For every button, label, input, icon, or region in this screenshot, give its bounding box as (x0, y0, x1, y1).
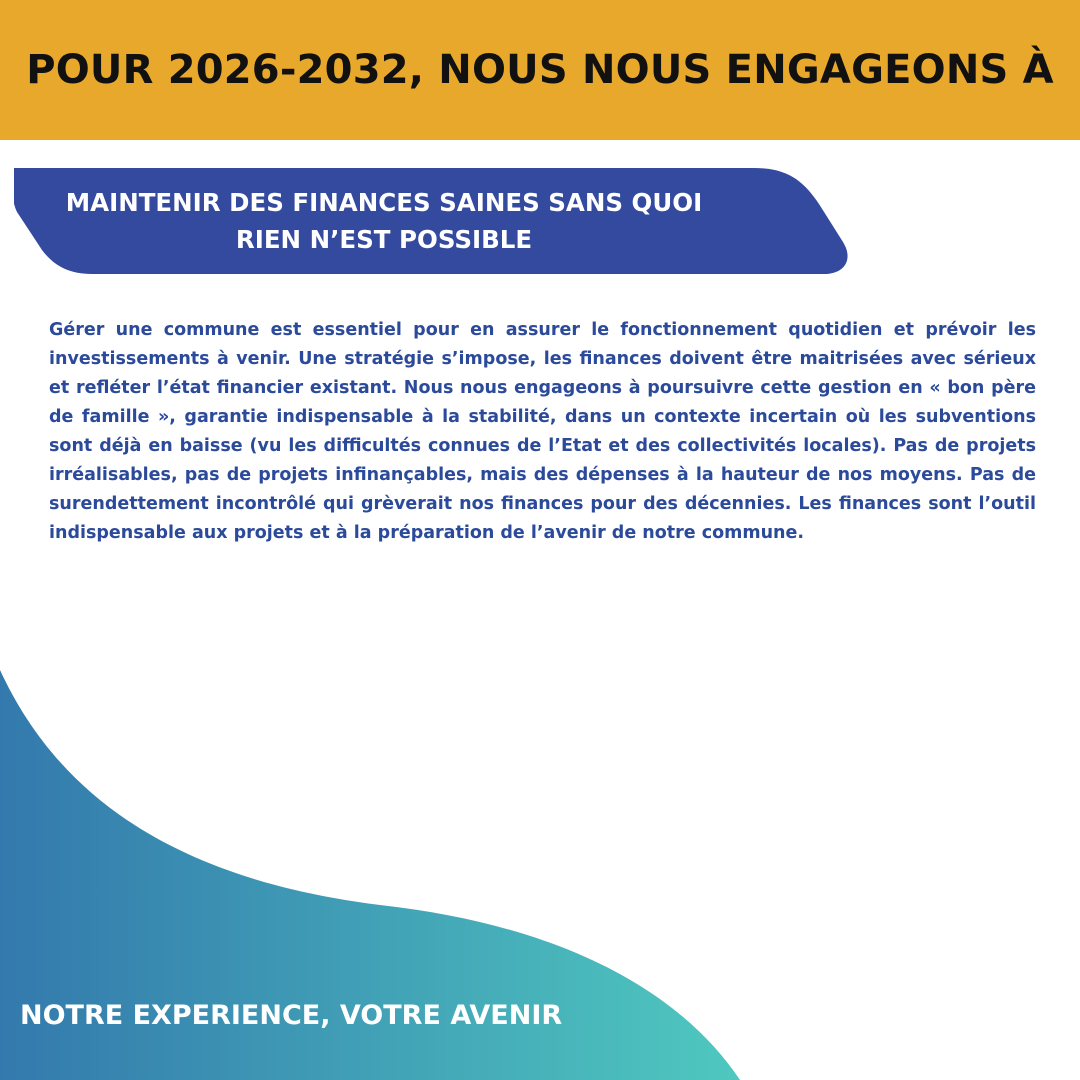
banner-line-2: RIEN N’EST POSSIBLE (235, 225, 533, 254)
page-title: POUR 2026-2032, NOUS NOUS ENGAGEONS À (26, 47, 1054, 93)
body-paragraph: Gérer une commune est essentiel pour en assurer le fonctionnement quotidien et prévoir les investissements à venir. Une stratégie s’impose, les finances doivent être maitrisées avec sérieux et refléter l’état financier existant. Nous nous engageons à poursuivre cette gestion en « bon père de famille », garantie indispensable à la stabilité, dans un contexte incertain où les subventions sont déjà en baisse (vu les difficultés connues de l’Etat et des collectivités locales). Pas de projets irréalisables, pas de projets infinançables, mais des dépenses à la hauteur de nos moyens. Pas de surendettement incontrôlé qui grèverait nos finances pour des décennies. Les finances sont l’outil indispensable aux projets et à la préparation de l’avenir de notre commune. (49, 320, 1036, 543)
footer-slogan: NOTRE EXPERIENCE, VOTRE AVENIR (20, 1000, 563, 1031)
banner-line-1: MAINTENIR DES FINANCES SAINES SANS QUOI (65, 188, 703, 217)
